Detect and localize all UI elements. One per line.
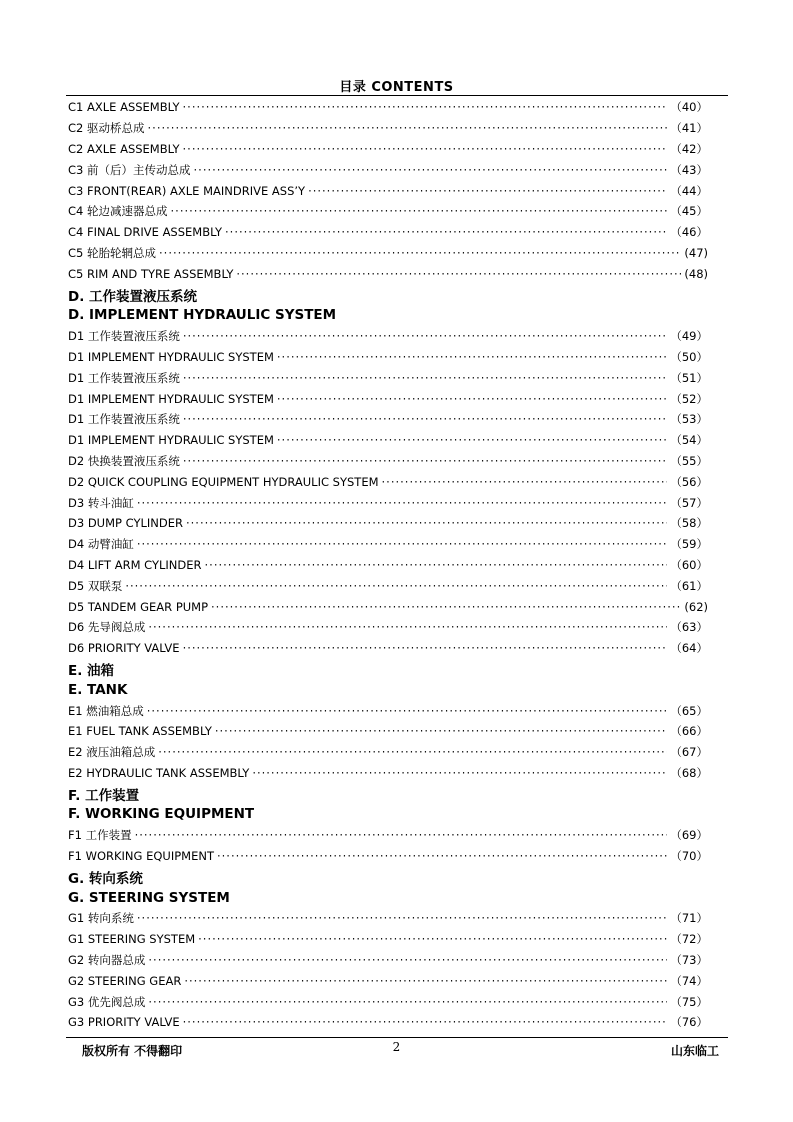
toc-page-number: (47) xyxy=(684,245,708,260)
toc-page-number: （50） xyxy=(670,349,708,364)
toc-leader-dots xyxy=(184,974,667,988)
toc-leader-dots xyxy=(137,496,668,510)
toc-entry-title: G3 优先阀总成 xyxy=(68,994,146,1009)
toc-entry[interactable] xyxy=(68,430,708,451)
toc-leader-dots xyxy=(308,184,667,198)
toc-leader-dots xyxy=(205,558,668,572)
toc-entry[interactable] xyxy=(68,492,708,513)
toc-leader-dots xyxy=(125,579,667,593)
toc-page-number: （44） xyxy=(670,183,708,198)
toc-entry[interactable] xyxy=(68,970,708,991)
toc-leader-dots xyxy=(277,433,667,447)
toc-leader-dots xyxy=(183,641,668,655)
toc-entry-title: C1 AXLE ASSEMBLY xyxy=(68,100,180,115)
toc-page-number: （45） xyxy=(670,204,708,219)
toc-entry-title: G3 PRIORITY VALVE xyxy=(68,1015,180,1030)
toc-entry[interactable] xyxy=(68,326,708,347)
toc-leader-dots xyxy=(183,1015,668,1029)
toc-leader-dots xyxy=(252,766,667,780)
toc-page-number: （63） xyxy=(670,620,708,635)
toc-section-heading: D. 工作装置液压系统 xyxy=(68,288,198,305)
toc-entry-title: C2 AXLE ASSEMBLY xyxy=(68,141,180,156)
toc-entry-title: D4 LIFT ARM CYLINDER xyxy=(68,557,202,572)
toc-entry-title: D6 PRIORITY VALVE xyxy=(68,641,180,656)
toc-entry[interactable] xyxy=(68,222,708,243)
toc-leader-dots xyxy=(148,620,667,634)
toc-entry-title: C5 轮胎轮辋总成 xyxy=(68,245,157,260)
toc-entry[interactable] xyxy=(68,825,708,846)
toc-entry-title: E1 FUEL TANK ASSEMBLY xyxy=(68,724,212,739)
toc-page-number: (62) xyxy=(684,599,708,614)
toc-entry-title: D1 工作装置液压系统 xyxy=(68,412,180,427)
toc-leader-dots xyxy=(135,828,668,842)
toc-entry-title: F1 工作装置 xyxy=(68,828,132,843)
toc-entry[interactable] xyxy=(68,159,708,180)
toc-leader-dots xyxy=(183,329,668,343)
toc-entry[interactable] xyxy=(68,950,708,971)
toc-page-number: （65） xyxy=(670,703,708,718)
toc-entry[interactable] xyxy=(68,201,708,222)
toc-entry-title: E2 液压油箱总成 xyxy=(68,745,156,760)
toc-leader-dots xyxy=(183,371,668,385)
toc-section-heading: G. STEERING SYSTEM xyxy=(68,889,230,906)
toc-entry-title: D1 工作装置液压系统 xyxy=(68,370,180,385)
toc-leader-dots xyxy=(236,267,681,281)
toc-page-number: （52） xyxy=(670,391,708,406)
toc-entry[interactable] xyxy=(68,617,708,638)
toc-entry[interactable] xyxy=(68,388,708,409)
footer-copyright: 版权所有 不得翻印 xyxy=(82,1044,183,1058)
toc-page-number: （68） xyxy=(670,765,708,780)
toc-section-heading: E. 油箱 xyxy=(68,662,115,679)
toc-entry[interactable] xyxy=(68,139,708,160)
toc-leader-dots xyxy=(137,537,668,551)
toc-leader-dots xyxy=(194,163,668,177)
toc-entry-title: G1 STEERING SYSTEM xyxy=(68,932,196,947)
toc-entry[interactable] xyxy=(68,534,708,555)
toc-leader-dots xyxy=(148,953,667,967)
toc-entry-title: D1 IMPLEMENT HYDRAULIC SYSTEM xyxy=(68,391,274,406)
toc-entry[interactable] xyxy=(68,1012,708,1033)
toc-page-number: （51） xyxy=(670,370,708,385)
toc-entry-title: D2 快换装置液压系统 xyxy=(68,453,180,468)
toc-page-number: （72） xyxy=(670,932,708,947)
toc-leader-dots xyxy=(171,204,668,218)
toc-entry[interactable] xyxy=(68,700,708,721)
toc-entry-title: D3 DUMP CYLINDER xyxy=(68,516,183,531)
toc-entry-title: D5 双联泵 xyxy=(68,578,123,593)
header-rule xyxy=(66,95,728,96)
toc-page-number: （55） xyxy=(670,453,708,468)
toc-page-number: （64） xyxy=(670,641,708,656)
toc-page-number: （49） xyxy=(670,329,708,344)
toc-section-heading: F. 工作装置 xyxy=(68,787,140,804)
toc-entry-title: E1 燃油箱总成 xyxy=(68,703,144,718)
toc-page-number: （54） xyxy=(670,433,708,448)
toc-page-number: （69） xyxy=(670,828,708,843)
toc-leader-dots xyxy=(215,724,668,738)
toc-leader-dots xyxy=(225,225,667,239)
toc-entry[interactable] xyxy=(68,180,708,201)
toc-entry-title: C4 轮边减速器总成 xyxy=(68,204,168,219)
toc-entry-title: D1 工作装置液压系统 xyxy=(68,329,180,344)
toc-entry[interactable] xyxy=(68,638,708,659)
toc-page-number: （61） xyxy=(670,578,708,593)
toc-entry-title: C2 驱动桥总成 xyxy=(68,121,145,136)
toc-page-number: （43） xyxy=(670,162,708,177)
toc-entry[interactable] xyxy=(68,97,708,118)
toc-entry[interactable] xyxy=(68,451,708,472)
toc-entry-title: D1 IMPLEMENT HYDRAULIC SYSTEM xyxy=(68,349,274,364)
toc-page-number: （57） xyxy=(670,495,708,510)
toc-page-number: (48) xyxy=(684,266,708,281)
toc-entry[interactable] xyxy=(68,118,708,139)
table-of-contents xyxy=(68,97,708,1033)
footer-page-number: 2 xyxy=(392,1040,401,1054)
toc-entry-title: D1 IMPLEMENT HYDRAULIC SYSTEM xyxy=(68,433,274,448)
toc-entry-title: G2 STEERING GEAR xyxy=(68,973,182,988)
toc-leader-dots xyxy=(277,392,667,406)
toc-entry[interactable] xyxy=(68,846,708,867)
toc-entry[interactable] xyxy=(68,721,708,742)
toc-page-number: （73） xyxy=(670,953,708,968)
toc-entry[interactable] xyxy=(68,367,708,388)
toc-leader-dots xyxy=(217,849,667,863)
toc-section-heading: E. TANK xyxy=(68,681,128,698)
toc-page-number: （41） xyxy=(670,121,708,136)
toc-leader-dots xyxy=(198,932,667,946)
toc-entry-title: G2 转向器总成 xyxy=(68,953,146,968)
toc-leader-dots xyxy=(382,475,668,489)
toc-entry-title: C3 前（后）主传动总成 xyxy=(68,162,191,177)
toc-entry-title: C4 FINAL DRIVE ASSEMBLY xyxy=(68,225,223,240)
toc-page-number: （74） xyxy=(670,973,708,988)
toc-entry-title: D3 转斗油缸 xyxy=(68,495,134,510)
toc-page-number: （56） xyxy=(670,474,708,489)
toc-page-number: （58） xyxy=(670,516,708,531)
toc-page-number: （60） xyxy=(670,557,708,572)
toc-entry[interactable] xyxy=(68,471,708,492)
toc-leader-dots xyxy=(147,704,668,718)
toc-entry[interactable] xyxy=(68,243,708,264)
toc-leader-dots xyxy=(159,246,681,260)
toc-entry[interactable] xyxy=(68,513,708,534)
toc-leader-dots xyxy=(148,995,667,1009)
toc-entry[interactable] xyxy=(68,409,708,430)
toc-entry[interactable] xyxy=(68,347,708,368)
toc-entry[interactable] xyxy=(68,991,708,1012)
toc-entry-title: D5 TANDEM GEAR PUMP xyxy=(68,599,209,614)
toc-page-number: （46） xyxy=(670,225,708,240)
footer-rule xyxy=(66,1037,728,1038)
toc-page-number: （76） xyxy=(670,1015,708,1030)
toc-section-heading: G. 转向系统 xyxy=(68,870,143,887)
toc-leader-dots xyxy=(137,911,667,925)
toc-entry-title: D2 QUICK COUPLING EQUIPMENT HYDRAULIC SYSTEM xyxy=(68,474,379,489)
toc-leader-dots xyxy=(277,350,667,364)
toc-leader-dots xyxy=(183,100,668,114)
toc-entry[interactable] xyxy=(68,575,708,596)
toc-page-number: （71） xyxy=(670,911,708,926)
toc-entry[interactable] xyxy=(68,596,708,617)
toc-entry[interactable] xyxy=(68,929,708,950)
toc-entry[interactable] xyxy=(68,555,708,576)
toc-leader-dots xyxy=(211,600,681,614)
toc-entry-title: C5 RIM AND TYRE ASSEMBLY xyxy=(68,266,234,281)
toc-entry[interactable] xyxy=(68,742,708,763)
toc-page-number: （75） xyxy=(670,994,708,1009)
toc-leader-dots xyxy=(158,745,667,759)
toc-leader-dots xyxy=(183,142,668,156)
toc-page-number: （66） xyxy=(670,724,708,739)
toc-page-number: （53） xyxy=(670,412,708,427)
toc-page-number: （42） xyxy=(670,141,708,156)
page-title: 目录 CONTENTS xyxy=(339,80,454,95)
toc-leader-dots xyxy=(183,454,668,468)
footer-company: 山东临工 xyxy=(670,1044,719,1058)
toc-entry-title: G1 转向系统 xyxy=(68,911,134,926)
toc-entry-title: E2 HYDRAULIC TANK ASSEMBLY xyxy=(68,765,250,780)
toc-entry[interactable] xyxy=(68,763,708,784)
toc-entry-title: D6 先导阀总成 xyxy=(68,620,146,635)
toc-leader-dots xyxy=(183,412,668,426)
toc-page-number: （40） xyxy=(670,100,708,115)
toc-section-heading: D. IMPLEMENT HYDRAULIC SYSTEM xyxy=(68,307,337,324)
toc-entry-title: D4 动臂油缸 xyxy=(68,537,134,552)
toc-page-number: （67） xyxy=(670,745,708,760)
toc-section-heading: F. WORKING EQUIPMENT xyxy=(68,806,255,823)
toc-page-number: （59） xyxy=(670,537,708,552)
toc-page-number: （70） xyxy=(670,849,708,864)
toc-leader-dots xyxy=(148,121,668,135)
toc-entry[interactable] xyxy=(68,908,708,929)
toc-leader-dots xyxy=(186,516,667,530)
toc-entry-title: F1 WORKING EQUIPMENT xyxy=(68,849,214,864)
toc-entry[interactable] xyxy=(68,263,708,284)
toc-entry-title: C3 FRONT(REAR) AXLE MAINDRIVE ASS’Y xyxy=(68,183,306,198)
